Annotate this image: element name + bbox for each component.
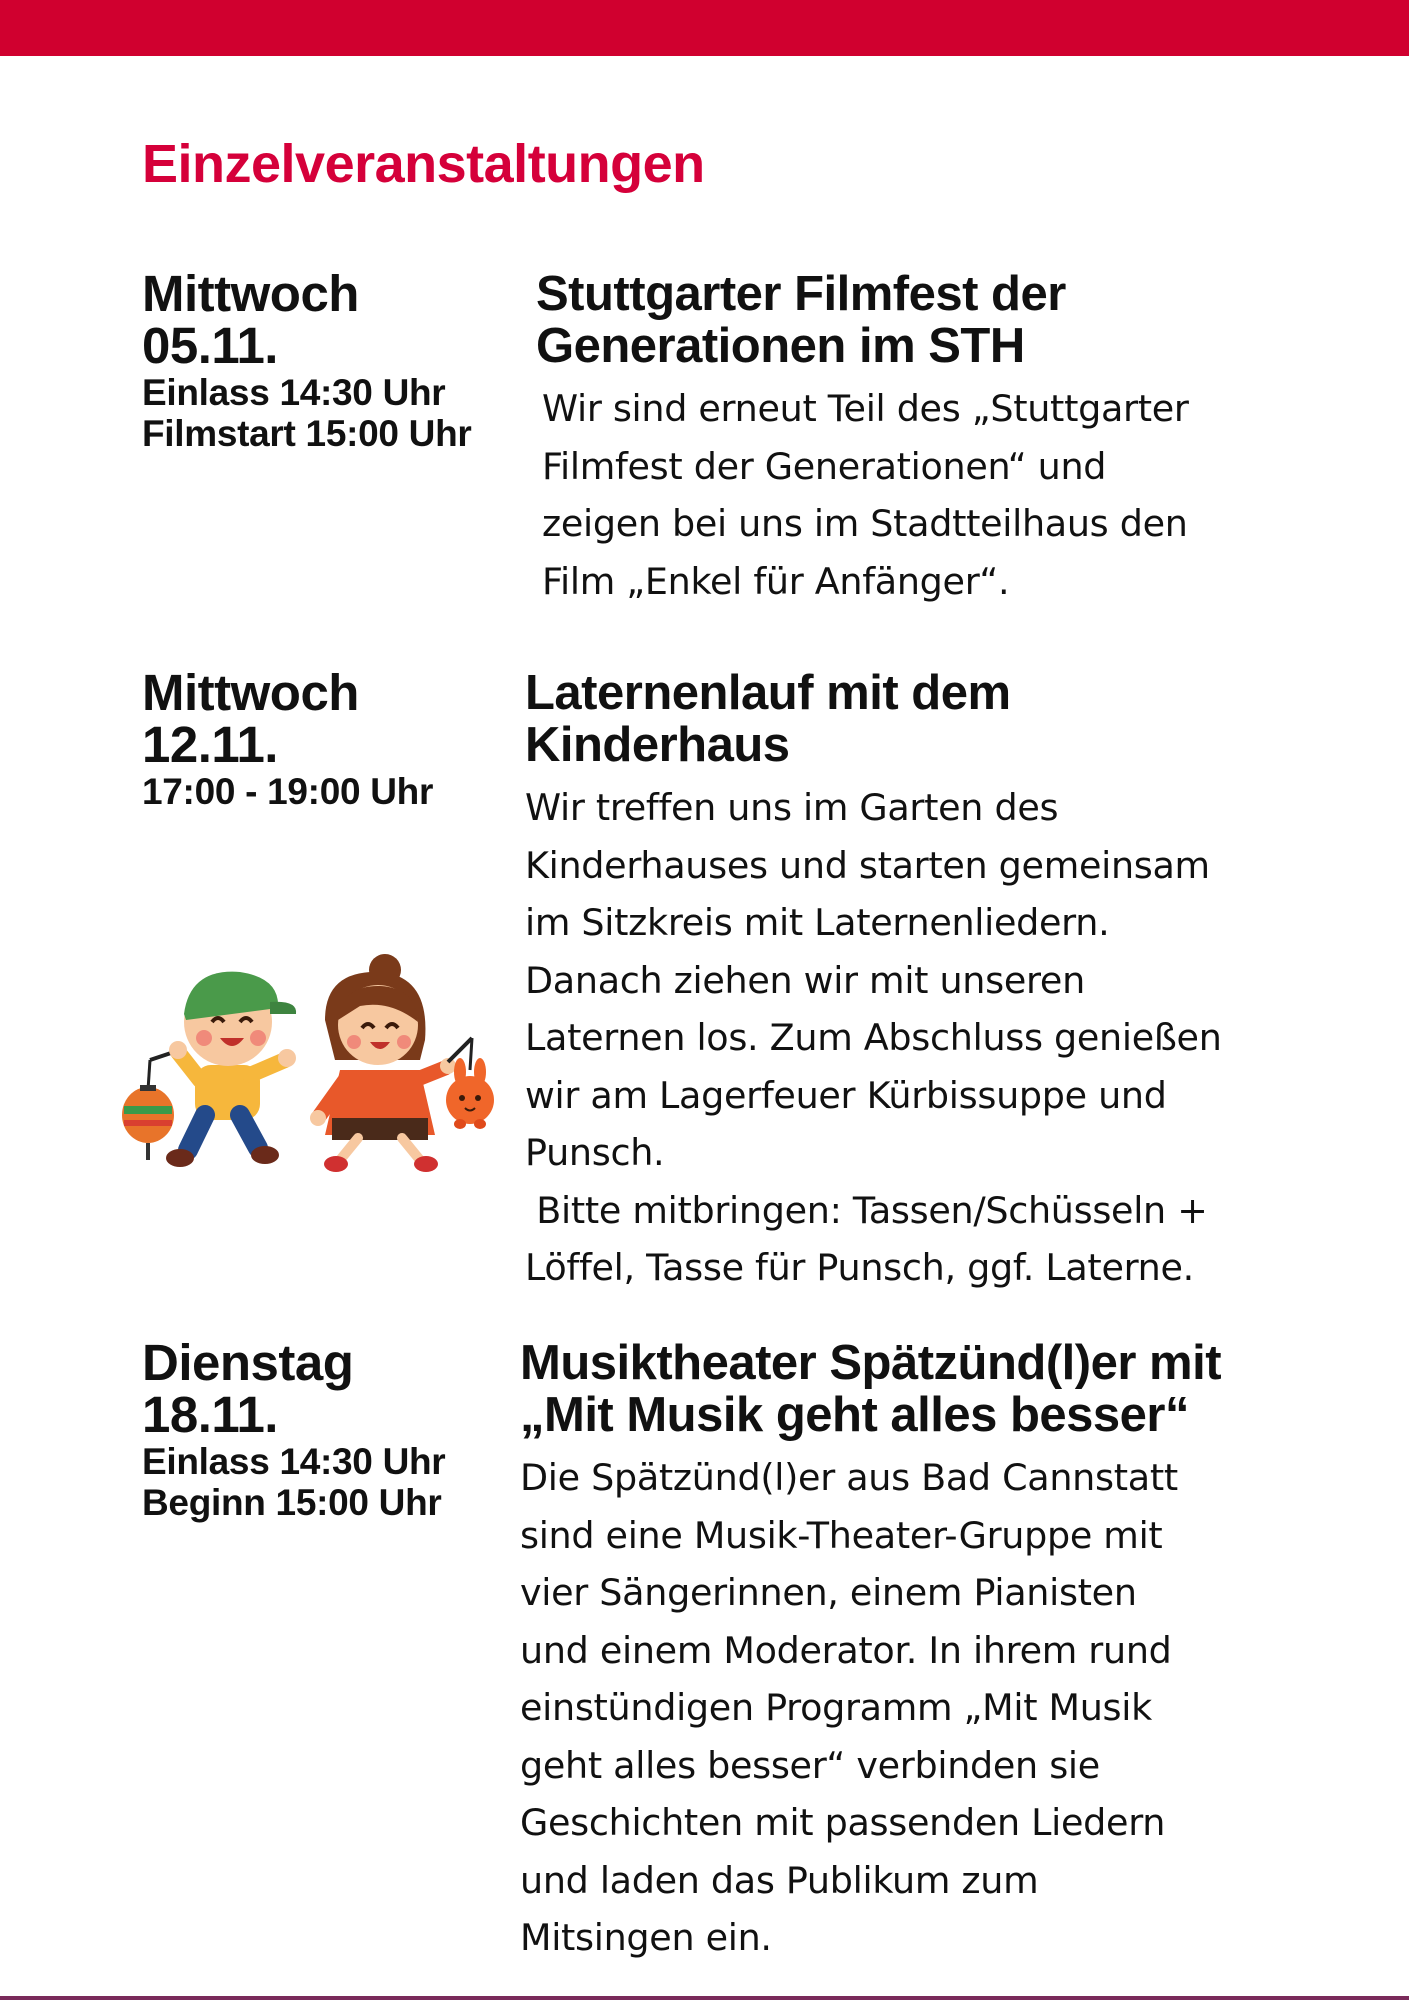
event-description: Die Spätzünd(l)er aus Bad Cannstatt sind eine Musik-Theater-Gruppe mit vier Sängerinnen, einem Pianisten und einem Moderator. In ihrem rund einstündigen Programm „Mit Musik geht alles besser“ verbinden sie Geschichten mit passenden Liedern und laden das Publikum zum Mitsingen ein. [520,1456,1178,1959]
event-description: Wir treffen uns im Garten des Kinderhauses und starten gemeinsam im Sitzkreis mit Laternenliedern. Danach ziehen wir mit unseren Laternen los. Zum Abschluss genießen wir am Lagerfeuer Kürbissuppe und Punsch. Bitte mitbringen: Tassen/Schüsseln + Löffel, Tasse für Punsch, ggf. Laterne. [525,786,1222,1289]
event-content [520,1337,1221,1967]
top-accent-bar [0,0,1409,56]
event-time: Beginn 15:00 Uhr [142,1482,442,1523]
event-time: Einlass 14:30 Uhr [142,372,446,413]
event-day: Mittwoch [142,664,359,721]
event-time: Einlass 14:30 Uhr [142,1441,446,1482]
event-title-line: Laternenlauf mit dem [525,666,1011,720]
event-title-line: Stuttgarter Filmfest der [536,267,1066,321]
event-time: Filmstart 15:00 Uhr [142,413,472,454]
event-content [525,667,1222,1297]
event-date-block [142,265,522,454]
boy-figure [166,972,296,1167]
event-title [525,667,1222,771]
event-title-line: Generationen im STH [536,319,1025,373]
event-content [536,268,1189,610]
event-title-line: „Mit Musik geht alles besser“ [520,1388,1189,1442]
rabbit-lantern-icon [446,1038,494,1129]
girl-figure [310,954,456,1172]
bottom-border-line [0,1996,1409,2000]
event-date: 12.11. [142,716,278,773]
event-day: Mittwoch [142,265,359,322]
event-title [520,1337,1221,1441]
event-title-line: Musiktheater Spätzünd(l)er mit [520,1336,1222,1390]
event-title-line: Kinderhaus [525,718,790,772]
event-date: 18.11. [142,1386,278,1443]
event-title [536,268,1189,372]
event-day: Dienstag [142,1334,354,1391]
event-date-block [142,1334,522,1523]
lantern-icon [122,1050,180,1160]
event-time: 17:00 - 19:00 Uhr [142,771,434,812]
event-date-block [142,664,522,812]
event-description: Wir sind erneut Teil des „Stuttgarter Filmfest der Generationen“ und zeigen bei uns im Stadtteilhaus den Film „Enkel für Anfänger“. [542,387,1189,603]
page-title: Einzelveranstaltungen [142,134,705,194]
children-with-lanterns-illustration [120,950,500,1180]
event-date: 05.11. [142,317,278,374]
